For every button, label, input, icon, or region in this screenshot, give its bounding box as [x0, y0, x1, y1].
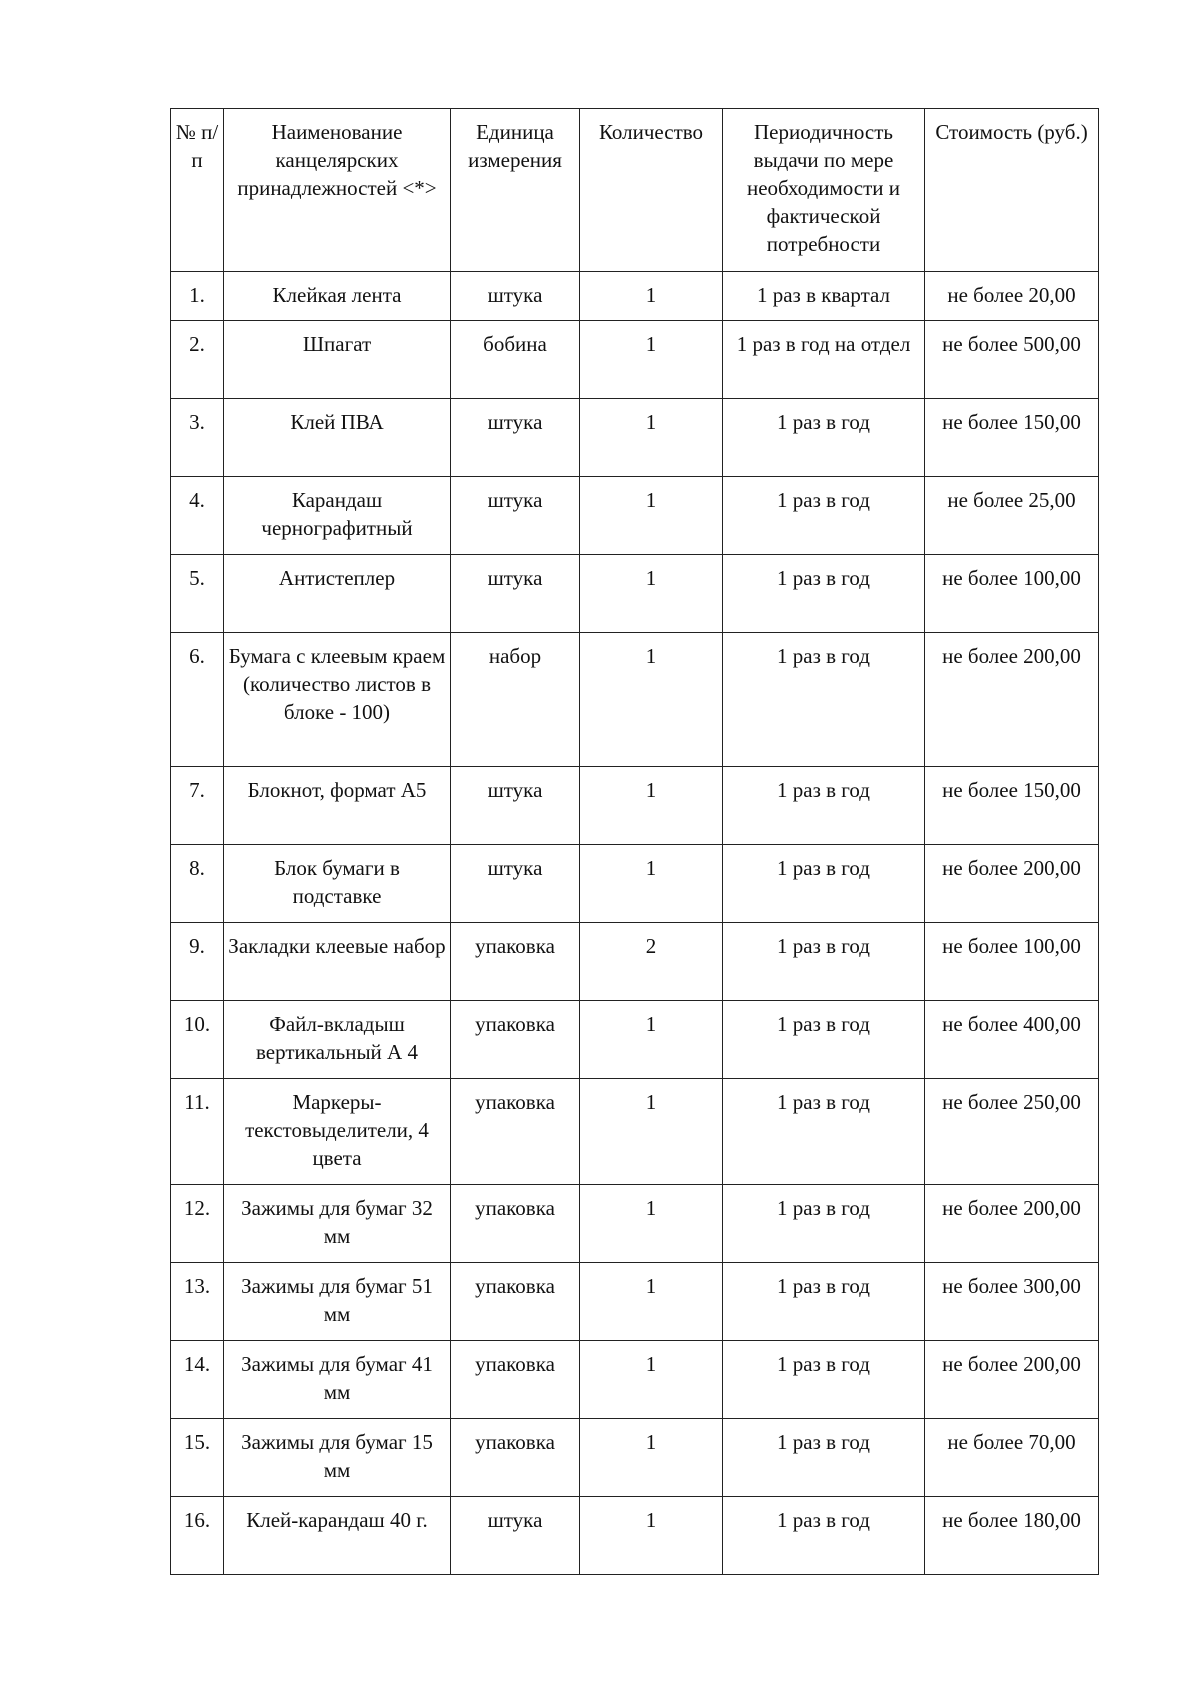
cell-num: 11.	[171, 1079, 224, 1185]
cell-num: 1.	[171, 272, 224, 321]
cell-unit: упаковка	[451, 1001, 580, 1079]
cell-period: 1 раз в квартал	[723, 272, 925, 321]
table-body	[171, 272, 1099, 1575]
table-row	[171, 845, 1099, 923]
cell-unit: штука	[451, 555, 580, 633]
cell-cost: не более 200,00	[925, 1185, 1099, 1263]
cell-unit: упаковка	[451, 1341, 580, 1419]
header-qty: Количество	[580, 109, 723, 272]
cell-unit: упаковка	[451, 1079, 580, 1185]
cell-num: 3.	[171, 399, 224, 477]
cell-qty: 2	[580, 923, 723, 1001]
cell-unit: упаковка	[451, 1263, 580, 1341]
cell-unit: упаковка	[451, 923, 580, 1001]
cell-name: Маркеры-текстовыделители, 4 цвета	[224, 1079, 451, 1185]
cell-cost: не более 70,00	[925, 1419, 1099, 1497]
cell-unit: бобина	[451, 321, 580, 399]
cell-qty: 1	[580, 1185, 723, 1263]
cell-unit: штука	[451, 272, 580, 321]
cell-unit: штука	[451, 399, 580, 477]
cell-num: 14.	[171, 1341, 224, 1419]
cell-name: Блок бумаги в подставке	[224, 845, 451, 923]
cell-cost: не более 100,00	[925, 555, 1099, 633]
cell-unit: упаковка	[451, 1419, 580, 1497]
cell-cost: не более 300,00	[925, 1263, 1099, 1341]
table-header	[171, 109, 1099, 272]
cell-name: Антистеплер	[224, 555, 451, 633]
cell-period: 1 раз в год	[723, 1185, 925, 1263]
cell-qty: 1	[580, 477, 723, 555]
cell-name: Зажимы для бумаг 41 мм	[224, 1341, 451, 1419]
cell-cost: не более 250,00	[925, 1079, 1099, 1185]
cell-name: Шпагат	[224, 321, 451, 399]
cell-num: 9.	[171, 923, 224, 1001]
cell-period: 1 раз в год	[723, 923, 925, 1001]
cell-unit: штука	[451, 767, 580, 845]
cell-unit: упаковка	[451, 1185, 580, 1263]
cell-qty: 1	[580, 321, 723, 399]
cell-period: 1 раз в год	[723, 555, 925, 633]
cell-cost: не более 100,00	[925, 923, 1099, 1001]
cell-qty: 1	[580, 555, 723, 633]
cell-qty: 1	[580, 1419, 723, 1497]
cell-cost: не более 200,00	[925, 1341, 1099, 1419]
cell-qty: 1	[580, 272, 723, 321]
table-row	[171, 321, 1099, 399]
table-row	[171, 633, 1099, 767]
cell-num: 12.	[171, 1185, 224, 1263]
cell-num: 4.	[171, 477, 224, 555]
cell-qty: 1	[580, 767, 723, 845]
cell-cost: не более 200,00	[925, 633, 1099, 767]
cell-period: 1 раз в год	[723, 1341, 925, 1419]
cell-num: 15.	[171, 1419, 224, 1497]
cell-qty: 1	[580, 633, 723, 767]
cell-cost: не более 20,00	[925, 272, 1099, 321]
header-cost: Стоимость (руб.)	[925, 109, 1099, 272]
table-row	[171, 272, 1099, 321]
table-row	[171, 1185, 1099, 1263]
cell-num: 7.	[171, 767, 224, 845]
table-row	[171, 1079, 1099, 1185]
cell-num: 10.	[171, 1001, 224, 1079]
table-row	[171, 1001, 1099, 1079]
cell-name: Закладки клеевые набор	[224, 923, 451, 1001]
cell-cost: не более 150,00	[925, 767, 1099, 845]
cell-num: 2.	[171, 321, 224, 399]
cell-period: 1 раз в год	[723, 1419, 925, 1497]
table-row	[171, 1263, 1099, 1341]
cell-name: Блокнот, формат А5	[224, 767, 451, 845]
cell-num: 5.	[171, 555, 224, 633]
table-row	[171, 1497, 1099, 1575]
table-row	[171, 923, 1099, 1001]
cell-period: 1 раз в год на отдел	[723, 321, 925, 399]
cell-num: 16.	[171, 1497, 224, 1575]
cell-name: Клейкая лента	[224, 272, 451, 321]
cell-name: Файл-вкладыш вертикальный А 4	[224, 1001, 451, 1079]
cell-period: 1 раз в год	[723, 1079, 925, 1185]
header-period: Периодичность выдачи по мере необходимости и фактической потребности	[723, 109, 925, 272]
cell-num: 6.	[171, 633, 224, 767]
cell-cost: не более 150,00	[925, 399, 1099, 477]
cell-qty: 1	[580, 399, 723, 477]
cell-period: 1 раз в год	[723, 1497, 925, 1575]
header-num: № п/п	[171, 109, 224, 272]
table-row	[171, 767, 1099, 845]
cell-period: 1 раз в год	[723, 1263, 925, 1341]
header-unit: Единица измерения	[451, 109, 580, 272]
cell-period: 1 раз в год	[723, 845, 925, 923]
header-name: Наименование канцелярских принадлежностей <*>	[224, 109, 451, 272]
cell-name: Бумага с клеевым краем (количество листов в блоке - 100)	[224, 633, 451, 767]
cell-unit: штука	[451, 1497, 580, 1575]
cell-cost: не более 500,00	[925, 321, 1099, 399]
table-row	[171, 555, 1099, 633]
cell-name: Зажимы для бумаг 15 мм	[224, 1419, 451, 1497]
cell-qty: 1	[580, 845, 723, 923]
cell-unit: штука	[451, 845, 580, 923]
cell-name: Клей ПВА	[224, 399, 451, 477]
cell-qty: 1	[580, 1079, 723, 1185]
cell-cost: не более 400,00	[925, 1001, 1099, 1079]
cell-period: 1 раз в год	[723, 477, 925, 555]
cell-unit: набор	[451, 633, 580, 767]
stationery-table	[170, 108, 1099, 1575]
cell-qty: 1	[580, 1341, 723, 1419]
cell-period: 1 раз в год	[723, 767, 925, 845]
cell-cost: не более 200,00	[925, 845, 1099, 923]
cell-cost: не более 180,00	[925, 1497, 1099, 1575]
cell-period: 1 раз в год	[723, 1001, 925, 1079]
table-row	[171, 477, 1099, 555]
cell-qty: 1	[580, 1001, 723, 1079]
cell-name: Зажимы для бумаг 32 мм	[224, 1185, 451, 1263]
table-row	[171, 1419, 1099, 1497]
cell-name: Зажимы для бумаг 51 мм	[224, 1263, 451, 1341]
table-row	[171, 399, 1099, 477]
cell-num: 13.	[171, 1263, 224, 1341]
cell-period: 1 раз в год	[723, 399, 925, 477]
cell-qty: 1	[580, 1497, 723, 1575]
cell-qty: 1	[580, 1263, 723, 1341]
cell-name: Клей-карандаш 40 г.	[224, 1497, 451, 1575]
cell-period: 1 раз в год	[723, 633, 925, 767]
table-row	[171, 1341, 1099, 1419]
cell-num: 8.	[171, 845, 224, 923]
cell-cost: не более 25,00	[925, 477, 1099, 555]
cell-unit: штука	[451, 477, 580, 555]
header-row	[171, 109, 1099, 272]
cell-name: Карандаш чернографитный	[224, 477, 451, 555]
